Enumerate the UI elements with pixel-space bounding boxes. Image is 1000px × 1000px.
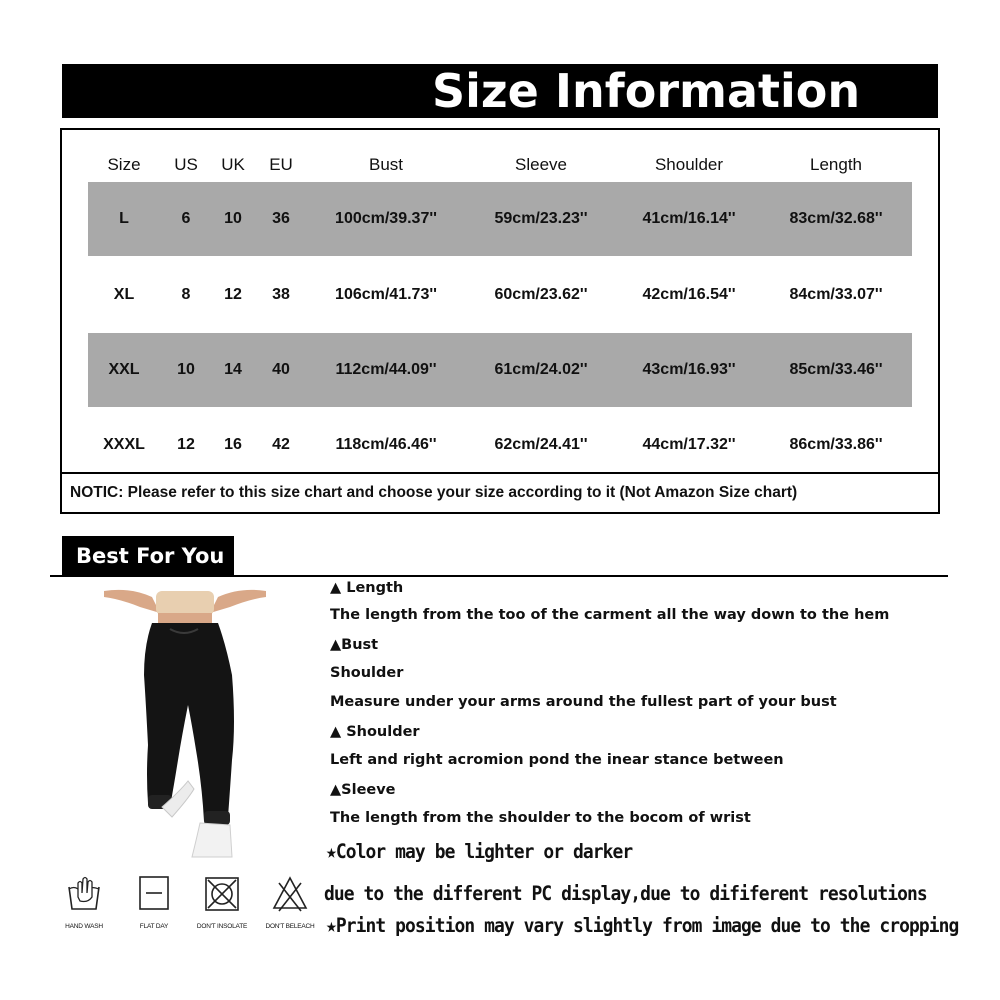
crop-top bbox=[156, 591, 214, 615]
cell-size: XXL bbox=[108, 361, 140, 378]
cell-length: 86cm/33.86'' bbox=[789, 436, 883, 453]
header-size: Size bbox=[107, 155, 141, 174]
cell-shoulder: 44cm/17.32'' bbox=[642, 436, 736, 453]
header-us: US bbox=[174, 155, 198, 174]
cell-uk: 10 bbox=[224, 210, 242, 227]
product-photo bbox=[100, 585, 270, 860]
cell-uk: 12 bbox=[224, 286, 242, 303]
right-shoe bbox=[192, 823, 232, 857]
cell-uk: 16 bbox=[224, 436, 242, 453]
cell-size: L bbox=[119, 210, 129, 227]
header-sleeve: Sleeve bbox=[515, 155, 567, 174]
measure-shoulder-heading: ▲ Shoulder bbox=[330, 724, 420, 740]
care-label: DON'T BELEACH bbox=[265, 923, 315, 930]
right-arm bbox=[210, 590, 266, 613]
flat-dry-icon bbox=[136, 875, 172, 913]
cell-us: 12 bbox=[177, 436, 195, 453]
best-for-you-tab: Best For You bbox=[62, 536, 234, 576]
cell-sleeve: 60cm/23.62'' bbox=[494, 286, 588, 303]
cell-uk: 14 bbox=[224, 361, 242, 378]
cell-shoulder: 41cm/16.14'' bbox=[642, 210, 736, 227]
header-bust: Bust bbox=[368, 155, 404, 174]
cell-sleeve: 59cm/23.23'' bbox=[494, 210, 588, 227]
color-note: ★Color may be lighter or darker bbox=[326, 840, 633, 863]
page-title: Size Information bbox=[432, 64, 861, 118]
right-cuff bbox=[204, 811, 230, 825]
left-arm bbox=[104, 590, 160, 613]
measure-sleeve-text: The length from the shoulder to the bocom of wrist bbox=[330, 810, 751, 826]
measure-shoulder-text: Left and right acromion pond the inear stance between bbox=[330, 752, 784, 768]
section-divider bbox=[50, 575, 948, 577]
display-note: due to the different PC display,due to dififerent resolutions bbox=[324, 882, 927, 905]
cell-shoulder: 42cm/16.54'' bbox=[642, 286, 736, 303]
cell-us: 6 bbox=[181, 210, 191, 227]
header-uk: UK bbox=[221, 155, 245, 174]
cell-size: XL bbox=[113, 286, 135, 303]
cell-shoulder: 43cm/16.93'' bbox=[642, 361, 736, 378]
print-position-note: ★Print position may vary slightly from image due to the cropping bbox=[326, 914, 959, 937]
cell-eu: 38 bbox=[272, 286, 290, 303]
cell-eu: 36 bbox=[272, 210, 290, 227]
size-notice: NOTIC: Please refer to this size chart and choose your size according to it (Not Amazon Size chart) bbox=[70, 484, 798, 501]
header-shoulder: Shoulder bbox=[654, 155, 724, 174]
care-item bbox=[54, 875, 114, 930]
cell-bust: 112cm/44.09'' bbox=[335, 361, 437, 378]
cell-eu: 42 bbox=[272, 436, 290, 453]
header-eu: EU bbox=[269, 155, 293, 174]
care-label: FLAT DAY bbox=[139, 923, 169, 930]
do-not-tumble-dry-icon bbox=[203, 875, 241, 913]
notice-divider bbox=[62, 472, 938, 474]
cell-us: 10 bbox=[177, 361, 195, 378]
measure-bust-text: Measure under your arms around the fullest part of your bust bbox=[330, 694, 837, 710]
header-length: Length bbox=[810, 155, 862, 174]
hand-wash-icon bbox=[66, 875, 102, 913]
do-not-bleach-icon bbox=[271, 875, 309, 913]
cell-length: 84cm/33.07'' bbox=[789, 286, 883, 303]
measure-length-text: The length from the too of the carment all the way down to the hem bbox=[330, 607, 890, 623]
cell-sleeve: 61cm/24.02'' bbox=[494, 361, 588, 378]
cell-eu: 40 bbox=[272, 361, 290, 378]
care-label: DON'T INSOLATE bbox=[196, 923, 248, 930]
care-item bbox=[124, 875, 184, 930]
care-item bbox=[260, 875, 320, 930]
size-table bbox=[60, 128, 940, 514]
cell-bust: 106cm/41.73'' bbox=[335, 286, 437, 303]
cell-bust: 100cm/39.37'' bbox=[335, 210, 437, 227]
cell-size: XXXL bbox=[103, 436, 145, 453]
cell-us: 8 bbox=[181, 286, 191, 303]
cell-length: 85cm/33.46'' bbox=[789, 361, 883, 378]
measure-length-heading: ▲ Length bbox=[330, 580, 404, 596]
cell-sleeve: 62cm/24.41'' bbox=[494, 436, 588, 453]
care-label: HAND WASH bbox=[65, 923, 103, 930]
measure-sleeve-heading: ▲Sleeve bbox=[330, 782, 396, 798]
cell-bust: 118cm/46.46'' bbox=[335, 436, 437, 453]
measure-shoulder-label: Shoulder bbox=[330, 665, 404, 681]
care-item bbox=[192, 875, 252, 930]
measure-bust-heading: ▲Bust bbox=[330, 637, 379, 653]
cell-length: 83cm/32.68'' bbox=[789, 210, 883, 227]
